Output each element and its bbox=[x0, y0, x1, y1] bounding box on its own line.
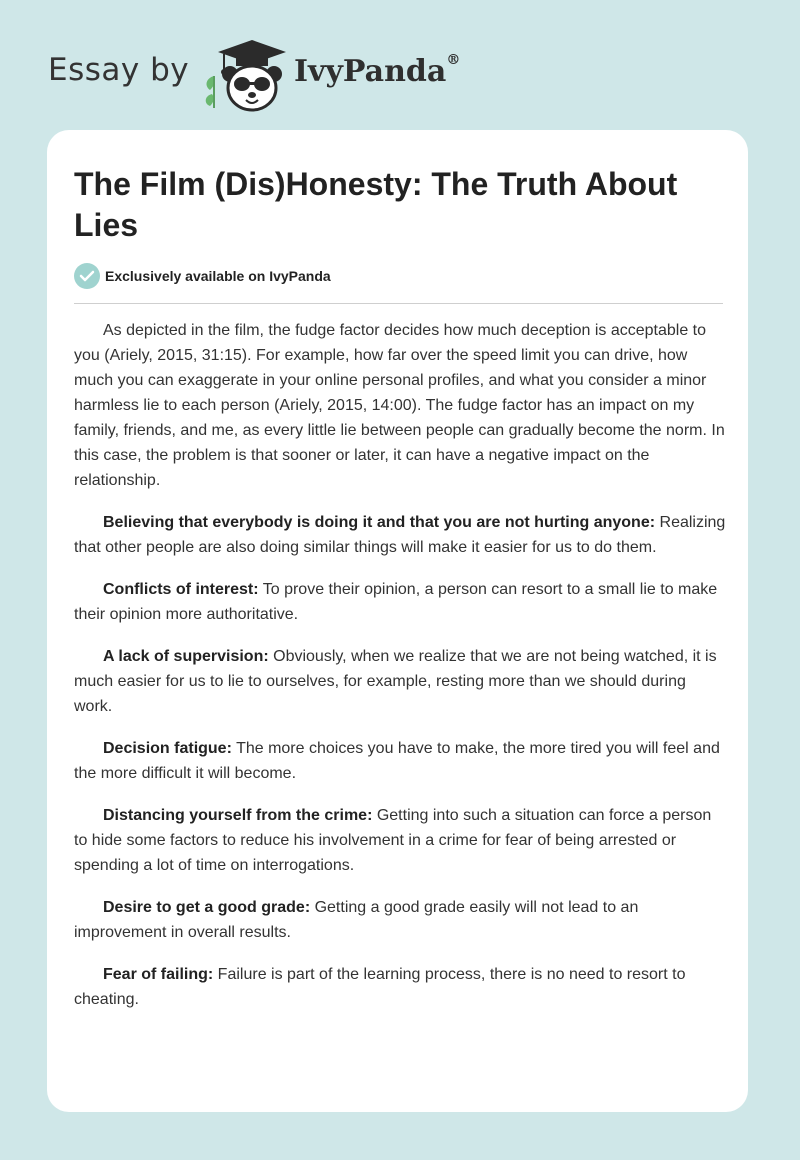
list-item bbox=[74, 510, 726, 560]
item-text: Obviously, when we realize that we are not being watched, it is much easier for us to lie to ourselves, for example, resting more than we should during work. bbox=[74, 648, 717, 715]
item-term: Desire to get a good grade: bbox=[103, 899, 311, 916]
list-item bbox=[74, 736, 726, 786]
list-item bbox=[74, 644, 726, 719]
exclusive-badge bbox=[74, 263, 331, 289]
brand-name bbox=[294, 54, 460, 89]
item-text: Getting a good grade easily will not lead to an improvement in overall results. bbox=[74, 899, 639, 941]
intro-paragraph: As depicted in the film, the fudge factor decides how much deception is acceptable to you (Ariely, 2015, 31:15). For example, how far over the speed limit you can drive, how much you can exaggerate in your online personal profiles, and what you consider a minor harmless lie to each person (Ariely, 2015, 14:00). The fudge factor has an impact on my family, friends, and me, as every little lie between people can gradually become the norm. In this case, the problem is that sooner or later, it can have a negative impact on the relationship. bbox=[74, 322, 725, 489]
registered-mark: ® bbox=[446, 52, 461, 68]
essay-card bbox=[47, 130, 748, 1112]
panda-graduate-icon bbox=[200, 36, 292, 114]
item-term: A lack of supervision: bbox=[103, 648, 269, 665]
item-term: Believing that everybody is doing it and that you are not hurting anyone: bbox=[103, 514, 656, 531]
brand-text: IvyPanda bbox=[294, 54, 447, 89]
site-header bbox=[0, 0, 800, 130]
list-item bbox=[74, 803, 726, 878]
item-text: Realizing that other people are also doing similar things will make it easier for us to do them. bbox=[74, 514, 726, 556]
item-term: Decision fatigue: bbox=[103, 740, 232, 757]
item-term: Conflicts of interest: bbox=[103, 581, 259, 598]
item-term: Distancing yourself from the crime: bbox=[103, 807, 373, 824]
item-term: Fear of failing: bbox=[103, 966, 214, 983]
page-title: The Film (Dis)Honesty: The Truth About Lies bbox=[74, 166, 678, 243]
essay-by-label: Essay by bbox=[48, 52, 190, 88]
item-text: Getting into such a situation can force a person to hide some factors to reduce his involvement in a crime for fear of being arrested or spending a lot of time on interrogations. bbox=[74, 807, 712, 874]
item-text: Failure is part of the learning process, there is no need to resort to cheating. bbox=[74, 966, 686, 1008]
list-item bbox=[74, 577, 726, 627]
check-circle-icon bbox=[74, 263, 100, 289]
badge-label: Exclusively available on IvyPanda bbox=[105, 268, 331, 284]
item-text: The more choices you have to make, the more tired you will feel and the more difficult it will become. bbox=[74, 740, 720, 782]
item-text: To prove their opinion, a person can resort to a small lie to make their opinion more authoritative. bbox=[74, 581, 718, 623]
list-item bbox=[74, 895, 726, 945]
divider bbox=[74, 303, 723, 304]
essay-body bbox=[74, 318, 726, 1029]
list-item bbox=[74, 962, 726, 1012]
